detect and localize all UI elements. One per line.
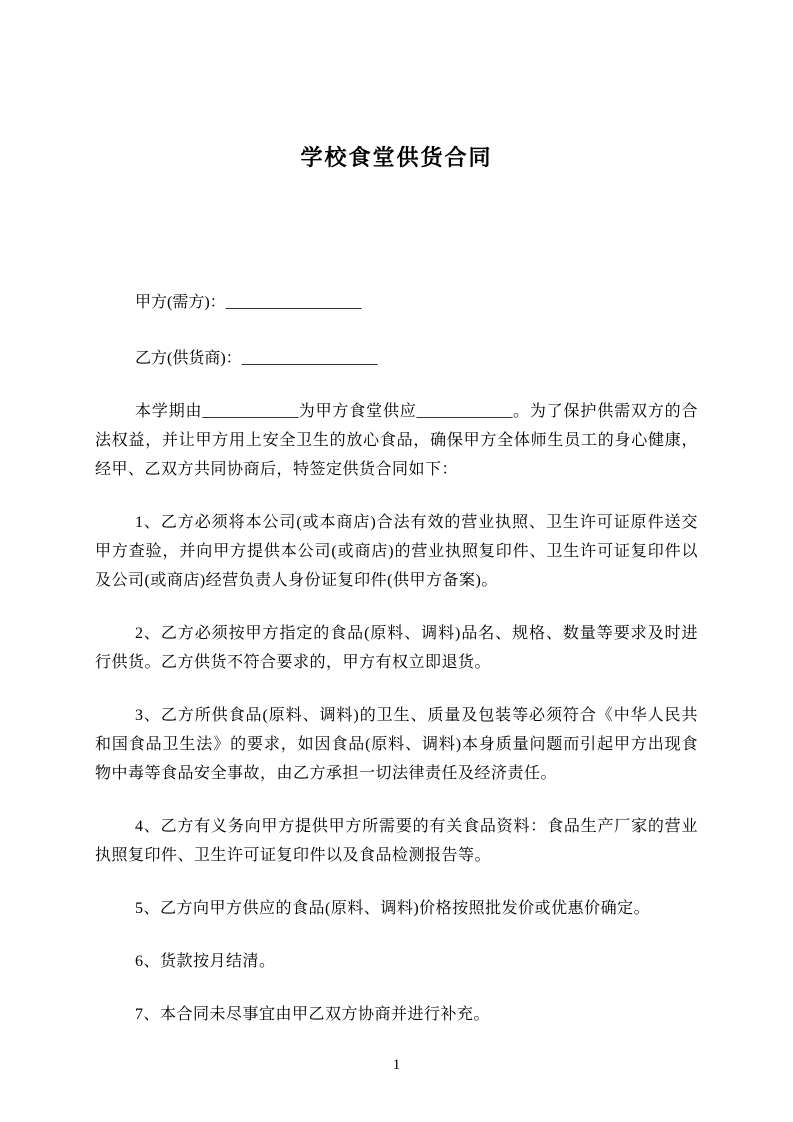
intro-text-1: 本学期由 [135,403,203,420]
clause-3: 3、乙方所供食品(原料、调料)的卫生、质量及包装等必须符合《中华人民共和国食品卫生法》的要求，如因食品(原料、调料)本身质量问题而引起甲方出现食物中毒等食品安全事故，由乙方承担一切法律责任及经济责任。 [95,707,698,782]
clause-6: 6、货款按月结清。 [135,953,276,970]
intro-text-2: 为甲方食堂供应 [298,403,417,420]
document-title: 学校食堂供货合同 [300,145,493,170]
clause-5: 5、乙方向甲方供应的食品(原料、调料)价格按照批发价或优惠价确定。 [135,900,651,917]
intro-text-3: 。为了保护供需双方的合法权益，并让甲方用上安全卫生的放心食品，确保甲方全体师生员工的身心健康，经甲、乙双方共同协商后，特签定供货合同如下： [95,403,698,478]
party-b-blank: _________________ [241,350,378,367]
party-a-blank: _________________ [225,294,362,311]
clause-1: 1、乙方必须将本公司(或本商店)合法有效的营业执照、卫生许可证原件送交甲方查验，并向甲方提供本公司(或商店)的营业执照复印件、卫生许可证复印件以及公司(或商店)经营负责人身份证复印件(供甲方备案)。 [95,514,698,589]
intro-blank-1: ____________ [202,403,299,420]
party-b-line [95,344,698,373]
clause-4: 4、乙方有义务向甲方提供甲方所需要的有关食品资料：食品生产厂家的营业执照复印件、卫生许可证复印件以及食品检测报告等。 [95,818,698,864]
party-a-line [95,288,698,317]
page-number: 1 [392,1057,401,1073]
intro-paragraph [95,397,698,484]
clause-2: 2、乙方必须按甲方指定的食品(原料、调料)品名、规格、数量等要求及时进行供货。乙方供货不符合要求的，甲方有权立即退货。 [95,625,698,671]
party-a-label: 甲方(需方)： [135,294,226,311]
party-b-label: 乙方(供货商)： [135,350,242,367]
clause-7: 7、本合同未尽事宜由甲乙双方协商并进行补充。 [135,1006,491,1023]
intro-blank-2: ____________ [416,403,513,420]
